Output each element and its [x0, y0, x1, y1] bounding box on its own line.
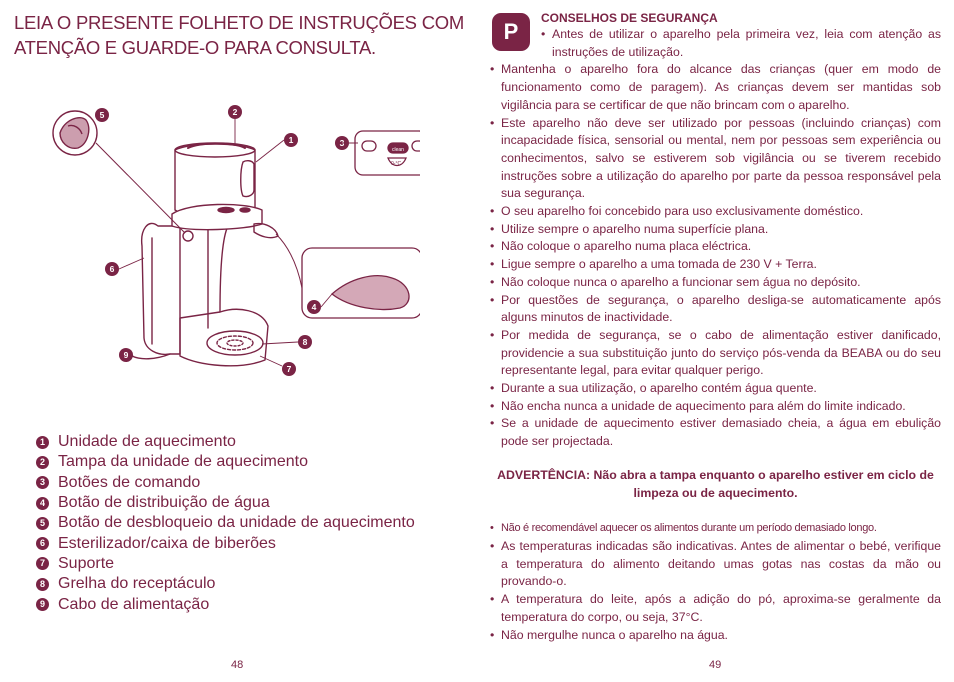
- callout-9: 9: [123, 350, 129, 360]
- legend-number: 5: [36, 517, 49, 530]
- page-number-left: 48: [231, 659, 244, 671]
- legend-item: [36, 594, 415, 614]
- legend-label: Tampa da unidade de aquecimento: [58, 453, 308, 471]
- list-item: • Antes de utilizar o aparelho pela primeira vez, leia com atenção as instruções de utilização.: [490, 26, 941, 61]
- list-item: • A temperatura do leite, após a adição do pó, aproxima-se geralmente da temperatura do corpo, ou seja, 37°C.: [490, 591, 941, 626]
- list-item: • O seu aparelho foi concebido para uso exclusivamente doméstico.: [490, 203, 941, 221]
- detail-water-button: [276, 234, 420, 318]
- list-item: • Se a unidade de aquecimento estiver demasiado cheia, a água em ebulição pode ser projectada.: [490, 415, 941, 450]
- legend-item: [36, 473, 415, 493]
- list-item: • Mantenha o aparelho fora do alcance das crianças (quer em modo de funcionamento como de paragem). As crianças devem ser mantidas sob vigilância para se certificar de que não brincam com o aparelho.: [490, 61, 941, 114]
- legend-number: 1: [36, 436, 49, 449]
- list-item: • Não coloque nunca o aparelho a funcionar sem água no depósito.: [490, 274, 941, 292]
- legend-number: 4: [36, 497, 49, 510]
- language-badge: P: [492, 13, 530, 51]
- first-bullet-list: [490, 26, 941, 61]
- parts-legend: [36, 432, 415, 615]
- legend-number: 8: [36, 578, 49, 591]
- list-item: • Durante a sua utilização, o aparelho contém água quente.: [490, 380, 941, 398]
- legend-number: 9: [36, 598, 49, 611]
- legend-item: [36, 452, 415, 472]
- legend-number: 7: [36, 557, 49, 570]
- legend-item: [36, 493, 415, 513]
- list-item: • Não encha nunca a unidade de aquecimento para além do limite indicado.: [490, 398, 941, 416]
- safety-content: [490, 11, 941, 644]
- legend-label: Botão de distribuição de água: [58, 494, 270, 512]
- list-item: • Ligue sempre o aparelho a uma tomada de 230 V + Terra.: [490, 256, 941, 274]
- legend-label: Cabo de alimentação: [58, 595, 210, 613]
- list-item: • Utilize sempre o aparelho numa superfície plana.: [490, 221, 941, 239]
- list-item: • Por medida de segurança, se o cabo de alimentação estiver danificado, providencie a sua substituição junto do serviço pós-venda da BEABA ou do seu representante legal, para evitar qualquer perigo.: [490, 327, 941, 380]
- callout-1: 1: [288, 135, 294, 145]
- section-heading: CONSELHOS DE SEGURANÇA: [541, 11, 718, 25]
- callout-8: 8: [302, 337, 308, 347]
- page-number-right: 49: [709, 659, 722, 671]
- receptacle-grid-shape: [207, 331, 263, 355]
- detail-control-buttons: [355, 131, 420, 175]
- list-item: • Por questões de segurança, o aparelho desliga-se automaticamente após alguns minutos de inactividade.: [490, 292, 941, 327]
- warning-notice: ADVERTÊNCIA: Não abra a tampa enquanto o aparelho estiver em ciclo de limpeza ou de aquecimento.: [497, 467, 934, 500]
- legend-item: [36, 432, 415, 452]
- list-item: • Este aparelho não deve ser utilizado por pessoas (incluindo crianças) com incapacidade física, sensorial ou mental, nem por pessoas sem experiência ou conhecimentos, salvo se estiverem sob vigilância ou se tiverem recebido instruções sobre a utilização do aparelho por parte da pessoa responsável pela sua segurança.: [490, 115, 941, 204]
- legend-label: Grelha do receptáculo: [58, 575, 216, 593]
- callout-7: 7: [286, 364, 292, 374]
- legend-number: 6: [36, 537, 49, 550]
- legend-item: [36, 574, 415, 594]
- legend-number: 2: [36, 456, 49, 469]
- list-item: • As temperaturas indicadas são indicativas. Antes de alimentar o bebé, verifique a temperatura do alimento deitando umas gotas nas costas da mão ou provando-o.: [490, 538, 941, 591]
- list-item: • Não é recomendável aquecer os alimentos durante um período demasiado longo.: [490, 520, 941, 538]
- temp-label: 0-°C: [391, 161, 402, 167]
- callout-6: 6: [109, 264, 115, 274]
- legend-label: Esterilizador/caixa de biberões: [58, 534, 276, 552]
- legend-label: Botão de desbloqueio da unidade de aquecimento: [58, 514, 415, 532]
- callout-3: 3: [339, 138, 345, 148]
- legend-item: [36, 554, 415, 574]
- list-item: • Não mergulhe nunca o aparelho na água.: [490, 627, 941, 645]
- right-page: [477, 0, 954, 682]
- clean-label: clean: [392, 147, 404, 153]
- legend-item: [36, 513, 415, 533]
- detail-release-knob: [53, 111, 185, 233]
- page-title: LEIA O PRESENTE FOLHETO DE INSTRUÇÕES COM ATENÇÃO E GUARDE-O PARA CONSULTA.: [14, 12, 464, 58]
- sterilizer-box-shape: [142, 223, 180, 354]
- callout-2: 2: [232, 107, 238, 117]
- safety-list: [490, 61, 941, 450]
- notes-list: [490, 520, 941, 644]
- legend-label: Botões de comando: [58, 473, 201, 491]
- legend-label: Unidade de aquecimento: [58, 433, 236, 451]
- callout-5: 5: [99, 110, 105, 120]
- legend-label: Suporte: [58, 554, 115, 572]
- list-item: • Não coloque o aparelho numa placa eléctrica.: [490, 238, 941, 256]
- legend-number: 3: [36, 476, 49, 489]
- product-illustration: [40, 98, 420, 388]
- callout-4: 4: [311, 302, 317, 312]
- legend-item: [36, 533, 415, 553]
